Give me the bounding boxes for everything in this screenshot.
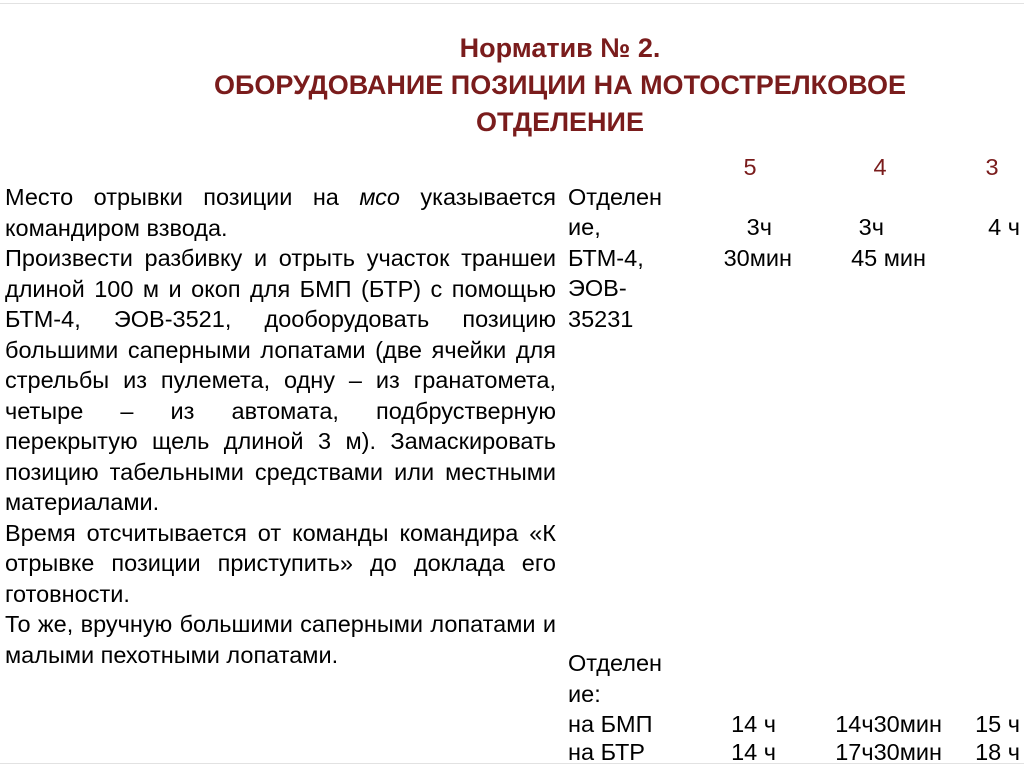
- row2-bmp-grade3: 15 ч: [975, 711, 1020, 737]
- unit-abbrev: мсо: [359, 184, 400, 210]
- row1-grade4-hours: 3ч: [858, 214, 884, 240]
- paragraph-place: Место отрывки позиции на мсо указывается командиром взвода.: [5, 184, 556, 241]
- paragraph-timing: Время отсчитывается от команды командира «К отрывке позиции приступить» до доклада его готовности.: [5, 519, 556, 607]
- row2-bmp-grade4: 14ч30мин: [835, 711, 942, 737]
- row1-grade4-minutes: 45 мин: [851, 245, 926, 271]
- title-line-1: Норматив № 2.: [459, 33, 661, 63]
- row1-unit-line-2: ие,: [568, 214, 601, 240]
- row1-unit-line-1: Отделен: [568, 184, 663, 210]
- grade-3-header: 3: [985, 154, 999, 180]
- row1-unit-line-3: БТМ-4,: [568, 245, 644, 271]
- row1-grade5-hours: 3ч: [746, 214, 772, 240]
- row1-grade3-hours: 4 ч: [988, 214, 1020, 240]
- grade-4-header: 4: [873, 154, 887, 180]
- row2-btr-grade3: 18 ч: [975, 739, 1020, 765]
- row2-btr-grade4: 17ч30мин: [835, 739, 942, 765]
- slide-title: [150, 30, 970, 141]
- title-line-3: ОТДЕЛЕНИЕ: [476, 107, 644, 137]
- row1-unit-line-5: 35231: [568, 306, 634, 332]
- row1-grade5-minutes: 30мин: [723, 245, 792, 271]
- paragraph-task: Произвести разбивку и отрыть участок траншеи длиной 100 м и окоп для БМП (БТР) с помощью БТМ-4, ЭОВ-3521, дооборудовать позицию большими саперными лопатами (две ячейки для стрельбы из пулемета, одну – из гранатомета, четыре – из автомата, подбрустверную перекрытую щель длиной 3 м). Замаскировать позицию табельными средствами или местными материалами.: [5, 245, 556, 515]
- row1-unit-line-4: ЭОВ-: [568, 275, 627, 301]
- row2-unit-line-2: ие:: [568, 681, 601, 707]
- norm-description: [5, 182, 556, 670]
- grade-5-header: 5: [743, 154, 757, 180]
- title-line-2: ОБОРУДОВАНИЕ ПОЗИЦИИ НА МОТОСТРЕЛКОВОЕ: [214, 70, 906, 100]
- row2-unit-line-1: Отделен: [568, 650, 663, 676]
- paragraph-manual: То же, вручную большими саперными лопатами и малыми пехотными лопатами.: [5, 611, 556, 668]
- top-rule: [0, 3, 1024, 4]
- row2-bmp-label: на БМП: [568, 711, 653, 737]
- row2-btr-grade5: 14 ч: [731, 739, 776, 765]
- row2-btr-label: на БТР: [568, 739, 645, 765]
- row2-bmp-grade5: 14 ч: [731, 711, 776, 737]
